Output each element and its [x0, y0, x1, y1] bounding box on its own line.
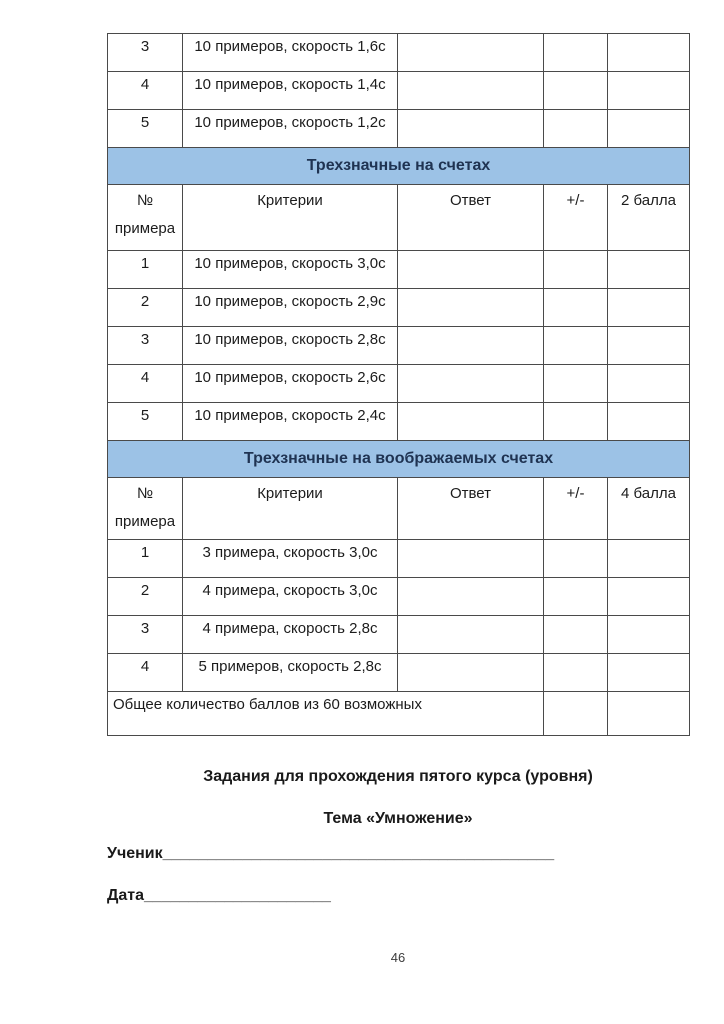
criteria-cell: 10 примеров, скорость 1,6с [183, 34, 398, 72]
answer-cell [398, 616, 544, 654]
page-number: 46 [390, 950, 406, 965]
plusminus-cell [544, 72, 608, 110]
column-header-number: № примера [108, 478, 183, 540]
score-table [107, 33, 690, 736]
table-row [108, 327, 690, 365]
section-title: Трехзначные на воображаемых счетах [108, 441, 690, 478]
total-score-label: Общее количество баллов из 60 возможных [108, 692, 544, 736]
points-cell [608, 540, 690, 578]
topic-subheading: Тема «Умножение» [323, 810, 473, 827]
answer-cell [398, 72, 544, 110]
row-number-cell: 5 [108, 403, 183, 441]
answer-cell [398, 365, 544, 403]
answer-cell [398, 251, 544, 289]
criteria-cell: 4 примера, скорость 3,0с [183, 578, 398, 616]
criteria-cell: 4 примера, скорость 2,8с [183, 616, 398, 654]
column-header-criteria: Критерии [183, 478, 398, 540]
table-row [108, 110, 690, 148]
plusminus-cell [544, 327, 608, 365]
column-header-row [108, 478, 690, 540]
row-number-cell: 4 [108, 365, 183, 403]
table-row [108, 654, 690, 692]
student-label: Ученик [107, 845, 163, 862]
criteria-cell: 5 примеров, скорость 2,8с [183, 654, 398, 692]
points-cell [608, 251, 690, 289]
criteria-cell: 10 примеров, скорость 1,2с [183, 110, 398, 148]
points-cell [608, 578, 690, 616]
points-cell [608, 110, 690, 148]
criteria-cell: 10 примеров, скорость 2,4с [183, 403, 398, 441]
section-band-mental [108, 441, 690, 478]
answer-cell [398, 403, 544, 441]
points-cell [608, 403, 690, 441]
points-cell [608, 72, 690, 110]
criteria-cell: 10 примеров, скорость 3,0с [183, 251, 398, 289]
points-cell [608, 289, 690, 327]
criteria-cell: 10 примеров, скорость 2,9с [183, 289, 398, 327]
column-header-row [108, 185, 690, 251]
table-row [108, 251, 690, 289]
table-row [108, 34, 690, 72]
section-band-abacus [108, 148, 690, 185]
plusminus-cell [544, 403, 608, 441]
column-header-points: 2 балла [608, 185, 690, 251]
answer-cell [398, 34, 544, 72]
points-cell [608, 616, 690, 654]
points-cell [608, 365, 690, 403]
row-number-cell: 1 [108, 540, 183, 578]
table-row [108, 540, 690, 578]
plusminus-cell [544, 289, 608, 327]
total-score-row [108, 692, 690, 736]
plusminus-cell [544, 365, 608, 403]
row-number-cell: 3 [108, 34, 183, 72]
row-number-cell: 5 [108, 110, 183, 148]
plusminus-cell [544, 540, 608, 578]
answer-cell [398, 540, 544, 578]
plusminus-cell [544, 251, 608, 289]
column-header-points: 4 балла [608, 478, 690, 540]
row-number-cell: 4 [108, 72, 183, 110]
answer-cell [398, 289, 544, 327]
points-cell [608, 692, 690, 736]
plusminus-cell [544, 110, 608, 148]
date-blank-line: _____________________ [144, 887, 331, 904]
tasks-heading: Задания для прохождения пятого курса (уровня) [203, 768, 593, 785]
criteria-cell: 10 примеров, скорость 2,6с [183, 365, 398, 403]
row-number-cell: 1 [108, 251, 183, 289]
plusminus-cell [544, 578, 608, 616]
student-name-line [107, 845, 689, 863]
criteria-cell: 10 примеров, скорость 2,8с [183, 327, 398, 365]
table-row [108, 365, 690, 403]
row-number-cell: 3 [108, 616, 183, 654]
criteria-cell: 3 примера, скорость 3,0с [183, 540, 398, 578]
answer-cell [398, 578, 544, 616]
plusminus-cell [544, 692, 608, 736]
answer-cell [398, 327, 544, 365]
table-row [108, 578, 690, 616]
criteria-cell: 10 примеров, скорость 1,4с [183, 72, 398, 110]
row-number-cell: 4 [108, 654, 183, 692]
row-number-cell: 2 [108, 578, 183, 616]
points-cell [608, 34, 690, 72]
answer-cell [398, 110, 544, 148]
column-header-criteria: Критерии [183, 185, 398, 251]
table-row [108, 403, 690, 441]
plusminus-cell [544, 34, 608, 72]
row-number-cell: 2 [108, 289, 183, 327]
table-row [108, 616, 690, 654]
date-line [107, 887, 689, 905]
plusminus-cell [544, 654, 608, 692]
column-header-answer: Ответ [398, 478, 544, 540]
row-number-cell: 3 [108, 327, 183, 365]
date-label: Дата [107, 887, 145, 904]
points-cell [608, 327, 690, 365]
student-blank-line: ____________________________________________ [162, 845, 555, 862]
section-title: Трехзначные на счетах [108, 148, 690, 185]
points-cell [608, 654, 690, 692]
column-header-answer: Ответ [398, 185, 544, 251]
column-header-plusminus: +/- [544, 185, 608, 251]
column-header-number: № примера [108, 185, 183, 251]
answer-cell [398, 654, 544, 692]
column-header-plusminus: +/- [544, 478, 608, 540]
plusminus-cell [544, 616, 608, 654]
table-row [108, 72, 690, 110]
table-row [108, 289, 690, 327]
